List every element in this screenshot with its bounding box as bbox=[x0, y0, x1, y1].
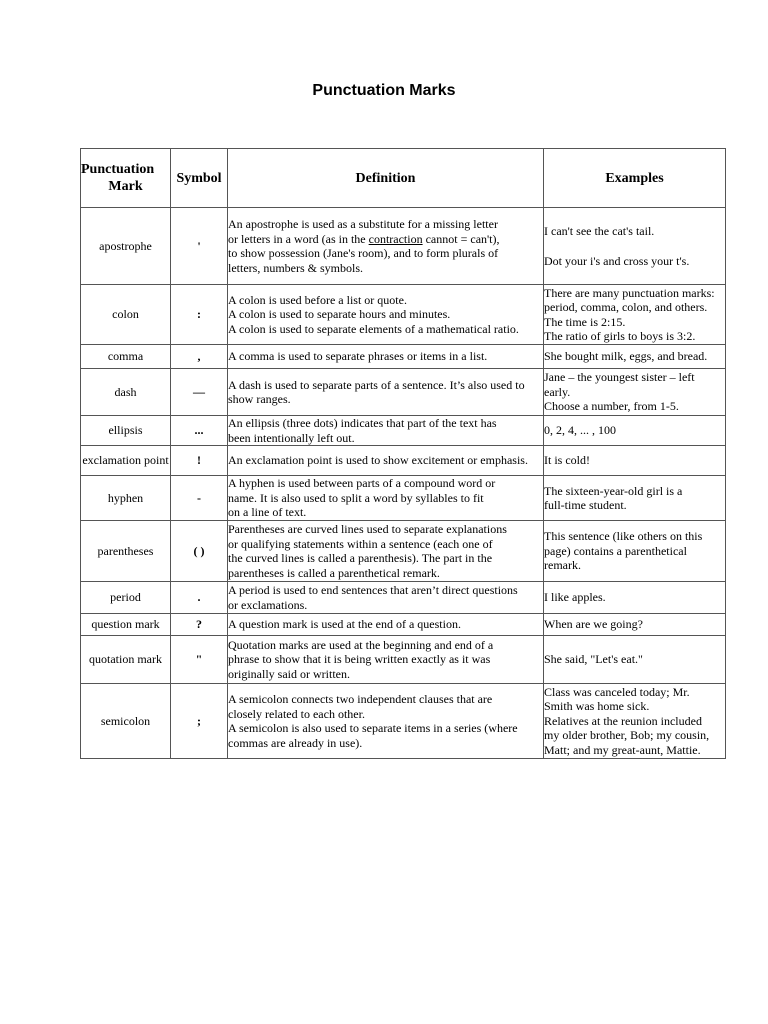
example-line: 0, 2, 4, ... , 100 bbox=[544, 423, 616, 438]
definition-line: on a line of text. bbox=[228, 505, 307, 520]
definition-line: commas are already in use). bbox=[228, 735, 363, 750]
table-row bbox=[81, 521, 726, 582]
definition-line: A comma is used to separate phrases or items in a list. bbox=[228, 349, 488, 364]
definition-line: A semicolon is also used to separate items in a series (where bbox=[228, 721, 518, 735]
page-title: Punctuation Marks bbox=[312, 82, 456, 99]
example-line: I can't see the cat's tail. bbox=[544, 224, 655, 238]
symbol-cell: ? bbox=[171, 614, 228, 636]
definition-line: closely related to each other. bbox=[228, 706, 365, 721]
table-header-row bbox=[81, 149, 726, 208]
definition-line: name. It is also used to split a word by syllables to fit bbox=[228, 490, 484, 505]
examples-cell bbox=[544, 521, 726, 582]
definition-cell bbox=[228, 614, 544, 636]
example-line: period, comma, colon, and others. bbox=[544, 300, 708, 314]
definition-line: or letters in a word (as in the contraction cannot = can't), bbox=[228, 231, 500, 246]
definition-line: phrase to show that it is being written exactly as it was bbox=[228, 652, 491, 667]
definition-line: A period is used to end sentences that aren’t direct questions bbox=[228, 583, 518, 597]
symbol-cell: ... bbox=[171, 416, 228, 446]
examples-cell bbox=[544, 582, 726, 614]
punctuation-table bbox=[80, 148, 726, 759]
mark-cell: ellipsis bbox=[81, 416, 171, 446]
definition-line: An ellipsis (three dots) indicates that part of the text has bbox=[228, 416, 497, 430]
table-row bbox=[81, 446, 726, 476]
definition-cell bbox=[228, 476, 544, 521]
mark-cell: period bbox=[81, 582, 171, 614]
definition-line: A semicolon connects two independent clauses that are bbox=[228, 692, 493, 706]
example-line: When are we going? bbox=[544, 617, 643, 632]
definition-line: A dash is used to separate parts of a sentence. It’s also used to bbox=[228, 377, 525, 392]
example-line: It is cold! bbox=[544, 453, 590, 468]
example-line: The time is 2:15. bbox=[544, 314, 626, 329]
definition-line: the curved lines is called a parenthesis). The part in the bbox=[228, 551, 493, 565]
definition-line: parentheses is called a parenthetical remark. bbox=[228, 565, 440, 580]
definition-cell bbox=[228, 684, 544, 759]
table-row bbox=[81, 614, 726, 636]
example-line: The sixteen-year-old girl is a bbox=[544, 483, 683, 498]
definition-cell bbox=[228, 345, 544, 369]
mark-cell: colon bbox=[81, 285, 171, 345]
symbol-cell: — bbox=[171, 369, 228, 416]
definition-cell bbox=[228, 208, 544, 285]
definition-line: originally said or written. bbox=[228, 666, 350, 681]
mark-cell: parentheses bbox=[81, 521, 171, 582]
symbol-cell: - bbox=[171, 476, 228, 521]
table-row bbox=[81, 285, 726, 345]
example-line: my older brother, Bob; my cousin, bbox=[544, 728, 710, 743]
symbol-cell: ; bbox=[171, 684, 228, 759]
definition-line: An apostrophe is used as a substitute for a missing letter bbox=[228, 217, 498, 231]
definition-line: to show possession (Jane's room), and to form plurals of bbox=[228, 246, 499, 260]
examples-cell bbox=[544, 345, 726, 369]
table-row bbox=[81, 369, 726, 416]
symbol-cell: " bbox=[171, 636, 228, 684]
symbol-cell: ! bbox=[171, 446, 228, 476]
table-row bbox=[81, 208, 726, 285]
examples-cell bbox=[544, 369, 726, 416]
example-line: Class was canceled today; Mr. bbox=[544, 684, 690, 699]
example-line: Dot your i's and cross your t's. bbox=[544, 253, 690, 268]
definition-line: A colon is used before a list or quote. bbox=[228, 292, 407, 307]
mark-cell: question mark bbox=[81, 614, 171, 636]
symbol-cell: : bbox=[171, 285, 228, 345]
table-row bbox=[81, 684, 726, 759]
definition-cell bbox=[228, 582, 544, 614]
examples-cell bbox=[544, 614, 726, 636]
mark-cell: dash bbox=[81, 369, 171, 416]
header-punctuation-mark bbox=[81, 149, 171, 208]
examples-cell bbox=[544, 285, 726, 345]
example-spacer bbox=[544, 239, 725, 254]
definition-line: An exclamation point is used to show excitement or emphasis. bbox=[228, 453, 528, 468]
example-line: This sentence (like others on this bbox=[544, 529, 703, 544]
mark-cell: comma bbox=[81, 345, 171, 369]
table-row bbox=[81, 476, 726, 521]
definition-line: show ranges. bbox=[228, 392, 291, 406]
definition-cell bbox=[228, 285, 544, 345]
symbol-cell: . bbox=[171, 582, 228, 614]
mark-cell: hyphen bbox=[81, 476, 171, 521]
mark-cell: exclamation point bbox=[81, 446, 171, 476]
table-row bbox=[81, 416, 726, 446]
header-symbol: Symbol bbox=[171, 149, 228, 208]
example-line: Choose a number, from 1-5. bbox=[544, 399, 679, 414]
examples-cell bbox=[544, 446, 726, 476]
examples-cell bbox=[544, 416, 726, 446]
mark-cell: apostrophe bbox=[81, 208, 171, 285]
table-row bbox=[81, 345, 726, 369]
header-mark-line1: Punctuation bbox=[81, 162, 155, 177]
definition-cell bbox=[228, 636, 544, 684]
definition-cell bbox=[228, 369, 544, 416]
symbol-cell: ( ) bbox=[171, 521, 228, 582]
table-row bbox=[81, 636, 726, 684]
symbol-cell: , bbox=[171, 345, 228, 369]
example-line: She bought milk, eggs, and bread. bbox=[544, 349, 708, 364]
example-line: Jane – the youngest sister – left bbox=[544, 370, 695, 385]
symbol-cell: ' bbox=[171, 208, 228, 285]
example-line: full-time student. bbox=[544, 498, 627, 512]
header-examples: Examples bbox=[544, 149, 726, 208]
definition-line: Quotation marks are used at the beginning and end of a bbox=[228, 637, 494, 652]
examples-cell bbox=[544, 208, 726, 285]
definition-line: letters, numbers & symbols. bbox=[228, 260, 363, 275]
example-line: She said, "Let's eat." bbox=[544, 652, 643, 667]
definition-cell bbox=[228, 446, 544, 476]
definition-line: or qualifying statements within a sentence (each one of bbox=[228, 536, 493, 551]
example-line: There are many punctuation marks: bbox=[544, 285, 715, 300]
header-definition: Definition bbox=[228, 149, 544, 208]
example-line: The ratio of girls to boys is 3:2. bbox=[544, 329, 696, 343]
example-line: early. bbox=[544, 384, 571, 399]
definition-cell bbox=[228, 521, 544, 582]
underlined-term: contraction bbox=[368, 231, 423, 246]
definition-cell bbox=[228, 416, 544, 446]
definition-line: A hyphen is used between parts of a compound word or bbox=[228, 476, 496, 491]
example-line: page) contains a parenthetical bbox=[544, 543, 687, 558]
examples-cell bbox=[544, 476, 726, 521]
examples-cell bbox=[544, 636, 726, 684]
example-line: Smith was home sick. bbox=[544, 699, 650, 714]
definition-line: A colon is used to separate hours and minutes. bbox=[228, 307, 451, 322]
definition-line: or exclamations. bbox=[228, 597, 308, 612]
header-mark-line2: Mark bbox=[108, 179, 143, 194]
definition-line: A question mark is used at the end of a question. bbox=[228, 617, 461, 632]
example-line: Matt; and my great-aunt, Mattie. bbox=[544, 742, 701, 757]
example-line: Relatives at the reunion included bbox=[544, 713, 702, 728]
table-body bbox=[81, 208, 726, 759]
definition-line: been intentionally left out. bbox=[228, 430, 355, 445]
mark-cell: quotation mark bbox=[81, 636, 171, 684]
mark-cell: semicolon bbox=[81, 684, 171, 759]
table-row bbox=[81, 582, 726, 614]
examples-cell bbox=[544, 684, 726, 759]
definition-line: Parentheses are curved lines used to separate explanations bbox=[228, 522, 507, 536]
example-line: remark. bbox=[544, 558, 581, 573]
definition-line: A colon is used to separate elements of a mathematical ratio. bbox=[228, 321, 519, 336]
example-line: I like apples. bbox=[544, 590, 606, 605]
